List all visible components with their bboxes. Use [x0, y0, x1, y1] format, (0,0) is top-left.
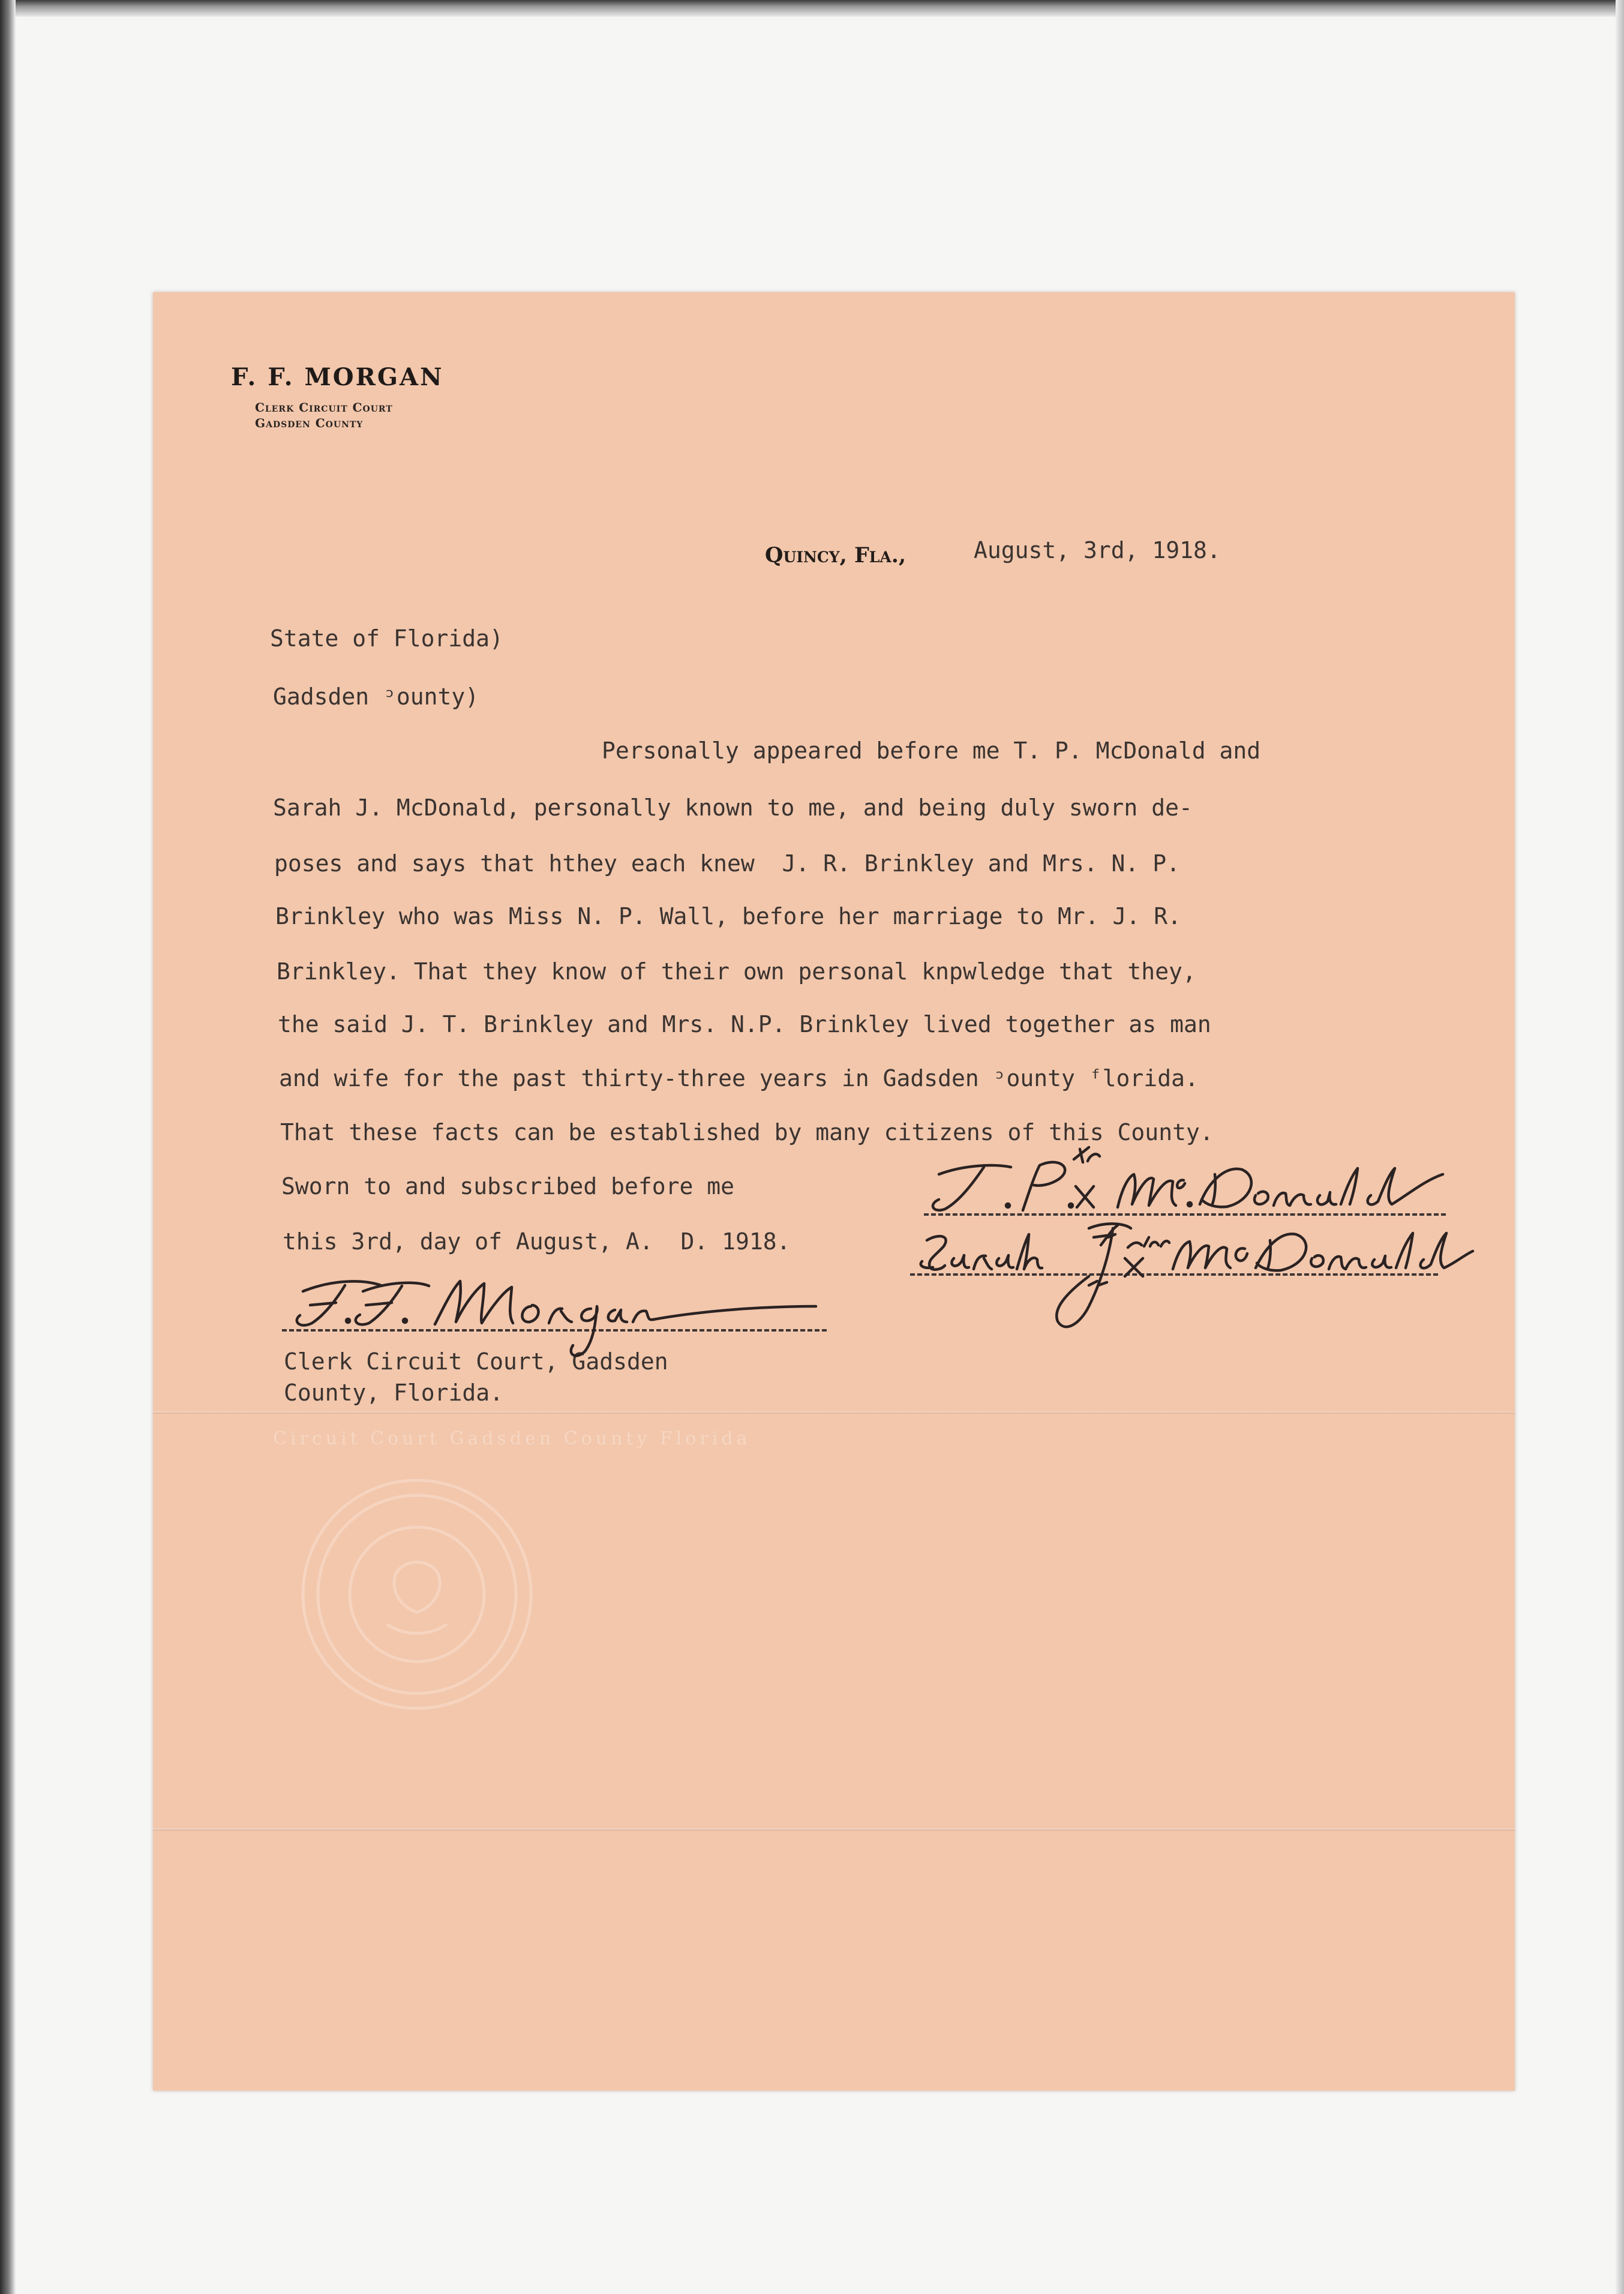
embossed-court-seal — [273, 1428, 751, 1744]
jurat-line2: this 3rd, day of August, A. D. 1918. — [283, 1228, 791, 1255]
letterhead-name: F. F. MORGAN — [231, 363, 444, 391]
seal-text: Circuit Court Gadsden County Florida — [273, 1428, 751, 1449]
scanner-top-edge — [0, 0, 1624, 17]
letterhead-title-line1: Clerk Circuit Court — [255, 400, 393, 415]
jurat-line1: Sworn to and subscribed before me — [281, 1173, 734, 1200]
date-line: August, 3rd, 1918. — [974, 537, 1221, 563]
letterhead-title-line2: Gadsden County — [255, 416, 364, 430]
body-line: Brinkley who was Miss N. P. Wall, before her marriage to Mr. J. R. — [275, 903, 1181, 929]
body-line: Sarah J. McDonald, personally known to me, and being duly sworn de- — [273, 794, 1193, 821]
paper-fold — [153, 1828, 1515, 1831]
body-line: That these facts can be established by many citizens of this County. — [280, 1119, 1214, 1145]
venue-state: State of Florida) — [270, 625, 503, 652]
scanner-left-edge — [0, 0, 16, 2294]
letterhead-place: Quincy, Fla., — [765, 543, 906, 568]
clerk-caption-line2: County, Florida. — [284, 1380, 504, 1406]
affidavit-paper — [153, 292, 1515, 2091]
signature-tp-mcdonald — [933, 1147, 1443, 1210]
signature-clerk-morgan — [297, 1281, 816, 1356]
venue-county: Gadsden ᵓounty) — [273, 683, 479, 710]
scanner-right-edge — [1616, 0, 1624, 2294]
body-line: poses and says that hthey each knew J. R. Brinkley and Mrs. N. P. — [274, 850, 1180, 877]
handwritten-signatures — [153, 292, 1515, 1432]
body-line: the said J. T. Brinkley and Mrs. N.P. Brinkley lived together as man — [278, 1011, 1211, 1037]
body-line: and wife for the past thirty-three years in Gadsden ᵓounty ᶠlorida. — [279, 1065, 1199, 1091]
body-line: Brinkley. That they know of their own personal knpwledge that they, — [277, 958, 1196, 985]
signature-sarah-mcdonald — [921, 1224, 1473, 1327]
body-line: Personally appeared before me T. P. McDonald and — [602, 737, 1261, 764]
clerk-caption-line1: Clerk Circuit Court, Gadsden — [284, 1348, 668, 1375]
